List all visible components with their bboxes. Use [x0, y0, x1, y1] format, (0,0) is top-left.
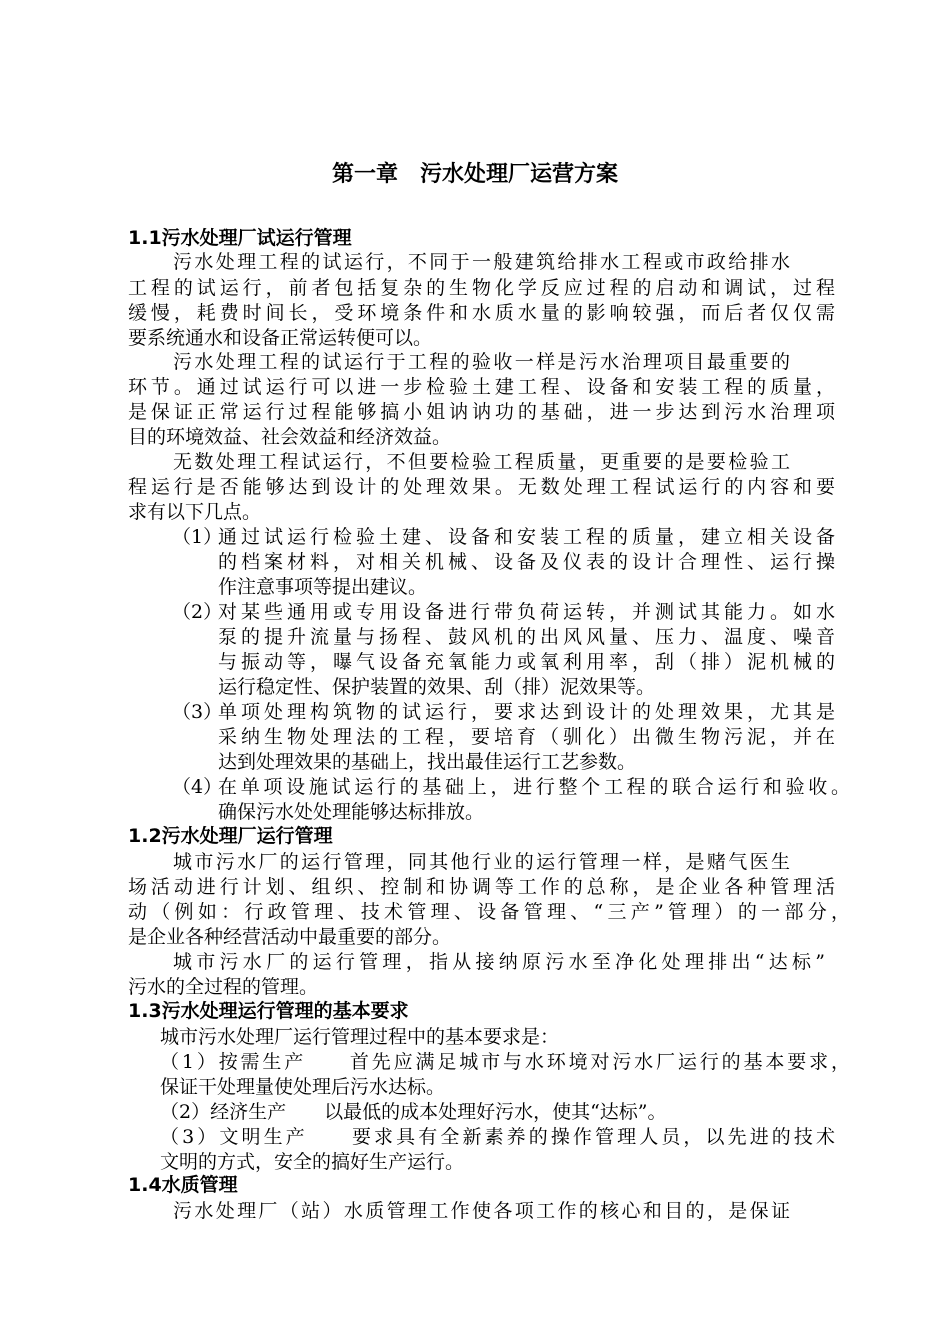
paragraph-line: 求有以下几点。	[128, 501, 262, 523]
list-item-line: 单项处理构筑物的试运行，要求达到设计的处理效果，尤其是	[218, 701, 835, 723]
list-item-line: 确保污水处处理能够达标排放。	[218, 801, 485, 823]
list-item-line: 通过试运行检验土建、设备和安装工程的质量，建立相关设备	[218, 526, 835, 548]
list-item-number: （1）	[172, 526, 223, 548]
list-item-line: 达到处理效果的基础上，找出最佳运行工艺参数。	[218, 751, 637, 773]
paragraph-line: 城市污水厂的运行管理，同其他行业的运行管理一样，是赌气医生	[173, 851, 790, 873]
paragraph-line: 是保证正常运行过程能够搞小姐讷讷功的基础，进一步达到污水治理项	[128, 401, 835, 423]
paragraph-line: 环节。通过试运行可以进一步检验土建工程、设备和安装工程的质量，	[128, 376, 835, 398]
list-item-line: 泵的提升流量与扬程、鼓风机的出风风量、压力、温度、噪音	[218, 626, 835, 648]
paragraph-line: 要系统通水和设备正常运转便可以。	[128, 327, 433, 349]
list-item-line: 在单项设施试运行的基础上，进行整个工程的联合运行和验收。	[218, 776, 850, 798]
requirement-line: （2）经济生产 以最低的成本处理好污水，使其“达标”。	[160, 1101, 667, 1123]
list-item-line: 采纳生物处理法的工程，要培育（驯化）出微生物污泥，并在	[218, 726, 835, 748]
paragraph-line: 污水处理厂（站）水质管理工作使各项工作的核心和目的，是保证	[173, 1200, 790, 1222]
requirement-line: （3）文明生产 要求具有全新素养的操作管理人员，以先进的技术	[160, 1126, 835, 1148]
paragraph-line: 缓慢，耗费时间长，受环境条件和水质水量的影响较强，而后者仅仅需	[128, 302, 835, 324]
paragraph-line: 动（例如：行政管理、技术管理、设备管理、“三产”管理）的一部分，	[128, 901, 850, 923]
list-item-line: 对某些通用或专用设备进行带负荷运转，并测试其能力。如水	[218, 601, 835, 623]
list-item-number: （2）	[172, 601, 223, 623]
paragraph-line: 污水处理工程的试运行于工程的验收一样是污水治理项目最重要的	[173, 351, 790, 373]
paragraph-line: 是企业各种经营活动中最重要的部分。	[128, 926, 452, 948]
list-item-line: 运行稳定性、保护装置的效果、刮（排）泥效果等。	[218, 676, 656, 698]
paragraph-line: 目的环境效益、社会效益和经济效益。	[128, 426, 452, 448]
section-heading-1-1: 1.1污水处理厂试运行管理	[128, 227, 352, 249]
section-heading-1-3: 1.3污水处理运行管理的基本要求	[128, 1000, 409, 1022]
chapter-title: 第一章 污水处理厂运营方案	[331, 162, 618, 187]
section-heading-1-4: 1.4水质管理	[128, 1174, 238, 1196]
section-heading-1-2: 1.2污水处理厂运行管理	[128, 825, 333, 847]
list-item-line: 与振动等，曝气设备充氧能力或氧利用率，刮（排）泥机械的	[218, 651, 835, 673]
paragraph-line: 无数处理工程试运行，不但要检验工程质量，更重要的是要检验工	[173, 451, 790, 473]
paragraph-line: 城市污水厂的运行管理，指从接纳原污水至净化处理排出“达标”	[173, 951, 825, 973]
requirement-line: （1）按需生产 首先应满足城市与水环境对污水厂运行的基本要求，	[160, 1051, 850, 1073]
paragraph-line: 程运行是否能够达到设计的处理效果。无数处理工程试运行的内容和要	[128, 476, 835, 498]
paragraph-line: 场活动进行计划、组织、控制和协调等工作的总称，是企业各种管理活	[128, 876, 835, 898]
list-item-line: 的档案材料，对相关机械、设备及仪表的设计合理性、运行操	[218, 551, 835, 573]
paragraph-line: 污水处理工程的试运行，不同于一般建筑给排水工程或市政给排水	[173, 251, 790, 273]
requirement-line: 文明的方式，安全的搞好生产运行。	[160, 1151, 465, 1173]
list-item-number: （4）	[172, 776, 223, 798]
paragraph-line: 污水的全过程的管理。	[128, 976, 319, 998]
paragraph-line: 城市污水处理厂运行管理过程中的基本要求是：	[160, 1026, 560, 1048]
requirement-line: 保证干处理量使处理后污水达标。	[160, 1076, 446, 1098]
paragraph-line: 工程的试运行，前者包括复杂的生物化学反应过程的启动和调试，过程	[128, 277, 835, 299]
list-item-number: （3）	[172, 701, 223, 723]
list-item-line: 作注意事项等提出建议。	[218, 576, 428, 598]
